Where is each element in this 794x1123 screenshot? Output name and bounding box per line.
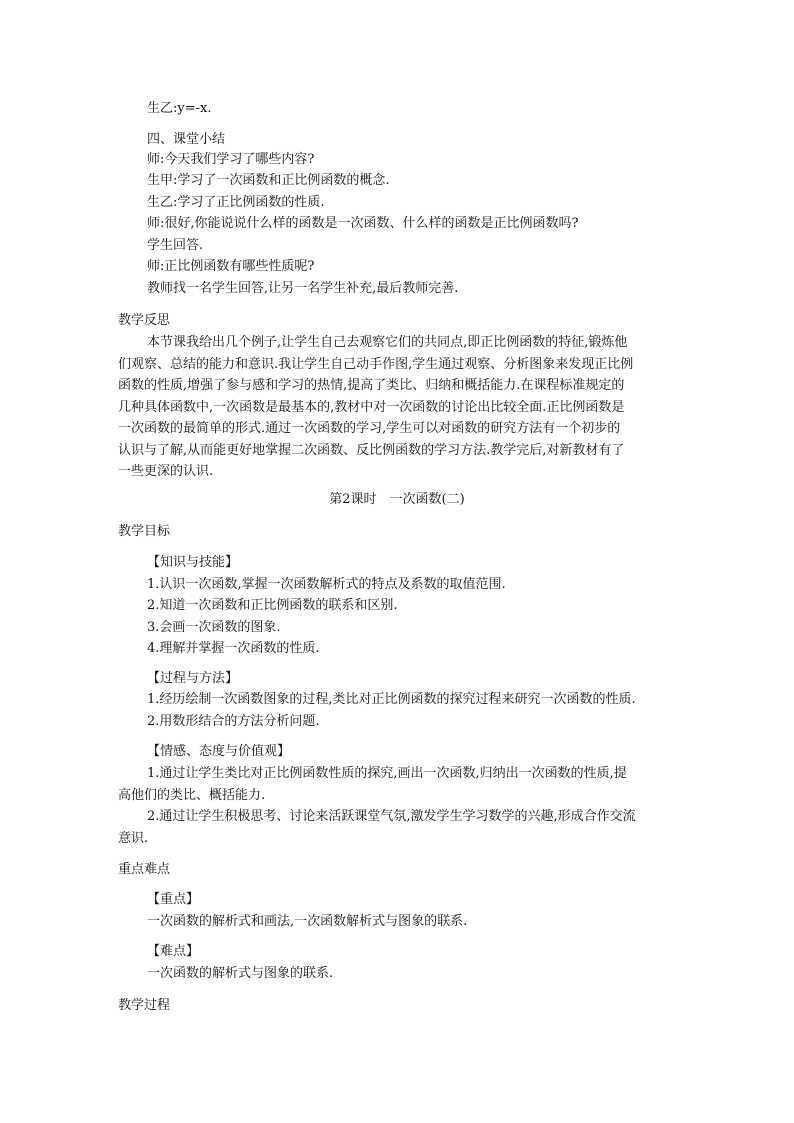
objective-item: 2.通过让学生积极思考、讨论来活跃课堂气氛,激发学生学习数学的兴趣,形成合作交流 xyxy=(147,809,636,824)
emotion-heading: 【情感、态度与价值观】 xyxy=(147,744,291,759)
objective-item: 1.经历绘制一次函数图象的过程,类比对正比例函数的探究过程来研究一次函数的性质. xyxy=(147,692,636,707)
reflection-line: 一次函数的最简单的形式.通过一次函数的学习,学生可以对函数的研究方法有一个初步的 xyxy=(118,421,621,436)
objective-item: 4.理解并掌握一次函数的性质. xyxy=(147,641,320,656)
objective-item: 意识. xyxy=(118,831,149,846)
objective-item: 1.通过让学生类比对正比例函数性质的探究,画出一次函数,归纳出一次函数的性质,提 xyxy=(147,766,627,781)
key-heading: 【重点】 xyxy=(147,892,200,907)
key-text: 一次函数的解析式和画法,一次函数解析式与图象的联系. xyxy=(147,914,468,929)
dialogue-line: 生乙:学习了正比例函数的性质. xyxy=(147,195,325,210)
reflection-line: 一些更深的认识. xyxy=(118,464,214,479)
reflection-line: 几种具体函数中,一次函数是最基本的,教材中对一次函数的讨论出比较全面.正比例函数是 xyxy=(118,400,625,415)
reflection-line: 认识与了解,从而能更好地掌握二次函数、反比例函数的学习方法.教学完后,对新教材有了 xyxy=(118,443,625,458)
objective-item: 高他们的类比、概括能力. xyxy=(118,788,266,803)
lesson-title: 第2课时 一次函数(二) xyxy=(329,492,465,507)
objective-item: 1.认识一次函数,掌握一次函数解析式的特点及系数的取值范围. xyxy=(147,577,506,592)
objective-item: 3.会画一次函数的图象. xyxy=(147,620,281,635)
dialogue-line: 师:正比例函数有哪些性质呢? xyxy=(147,259,315,274)
keypoints-heading: 重点难点 xyxy=(118,862,171,877)
objective-item: 2.用数形结合的方法分析问题. xyxy=(147,714,320,729)
dialogue-line: 生甲:学习了一次函数和正比例函数的概念. xyxy=(147,173,390,188)
dialogue-line: 师:今天我们学习了哪些内容? xyxy=(147,152,315,167)
reflection-line: 函数的性质,增强了参与感和学习的热情,提高了类比、归纳和概括能力.在课程标准规定的 xyxy=(118,378,625,393)
difficult-text: 一次函数的解析式与图象的联系. xyxy=(147,966,334,981)
dialogue-line: 生乙:y=-x. xyxy=(147,101,212,116)
process-section-heading: 教学过程 xyxy=(118,998,171,1013)
difficult-heading: 【难点】 xyxy=(147,944,200,959)
reflection-line: 们观察、总结的能力和意识.我让学生自己动手作图,学生通过观察、分析图象来发现正比例 xyxy=(118,357,634,372)
dialogue-line: 师:很好,你能说说什么样的函数是一次函数、什么样的函数是正比例函数吗? xyxy=(147,216,579,231)
dialogue-line: 学生回答. xyxy=(147,238,204,253)
objectives-heading: 教学目标 xyxy=(118,524,171,539)
reflection-heading: 教学反思 xyxy=(118,313,171,328)
dialogue-line: 教师找一名学生回答,让另一名学生补充,最后教师完善. xyxy=(147,281,459,296)
reflection-line: 本节课我给出几个例子,让学生自己去观察它们的共同点,即正比例函数的特征,锻炼他 xyxy=(147,335,628,350)
process-heading: 【过程与方法】 xyxy=(147,671,239,686)
section-heading-summary: 四、课堂小结 xyxy=(147,132,226,147)
objective-item: 2.知道一次函数和正比例函数的联系和区别. xyxy=(147,598,398,613)
knowledge-heading: 【知识与技能】 xyxy=(147,555,239,570)
